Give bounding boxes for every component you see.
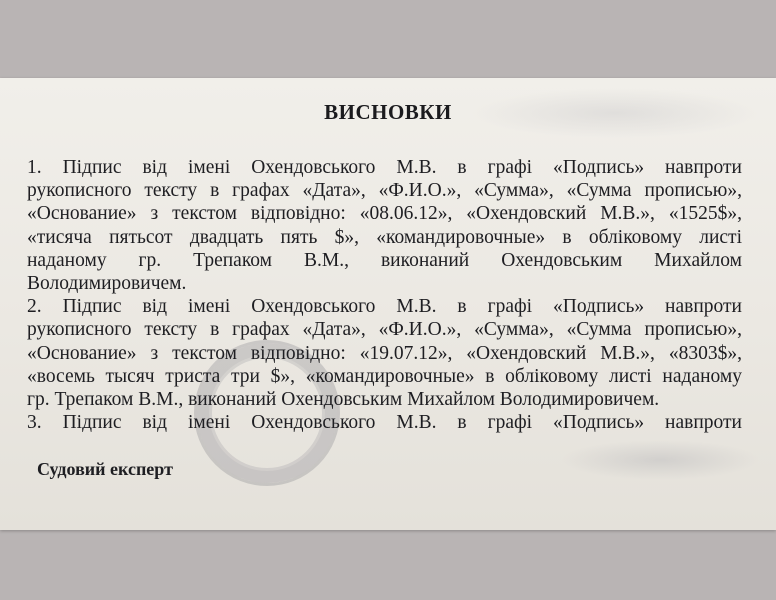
show-through-text-bottom	[560, 440, 760, 480]
text-line: 3. Підпис від імені Охендовського М.В. в графі «Подпись» навпроти	[27, 412, 742, 434]
text-line: 1. Підпис від імені Охендовського М.В. в графі «Подпись» навпроти	[27, 157, 742, 178]
text-line: «тисяча пятьсот двадцать пять $», «командировочные» в обліковому листі	[27, 226, 742, 248]
text-line: «восемь тысяч триста три $», «командировочные» в обліковому листі наданому	[27, 365, 742, 387]
text-line: 2. Підпис від імені Охендовського М.В. в графі «Подпись» навпроти	[27, 296, 742, 318]
text-line: Володимировичем.	[27, 272, 187, 294]
document-title: ВИСНОВКИ	[324, 100, 452, 124]
text-line: рукописного тексту в графах «Дата», «Ф.И.О.», «Сумма», «Сумма прописью»,	[27, 319, 742, 341]
text-line: гр. Трепаком В.М., виконаний Охендовським Михайлом Володимировичем.	[27, 388, 660, 410]
text-line: «Основание» з текстом відповідно: «19.07.12», «Охендовский М.В.», «8303$»,	[27, 342, 742, 364]
text-line: «Основание» з текстом відповідно: «08.06.12», «Охендовский М.В.», «1525$»,	[27, 203, 742, 225]
forensic-expert-label: Судовий експерт	[37, 459, 173, 479]
conclusions-body	[27, 156, 742, 434]
text-line: рукописного тексту в графах «Дата», «Ф.И.О.», «Сумма», «Сумма прописью»,	[27, 180, 742, 202]
document-sheet	[0, 78, 776, 530]
text-line: наданому гр. Трепаком В.М., виконаний Охендовським Михайлом	[27, 249, 742, 271]
